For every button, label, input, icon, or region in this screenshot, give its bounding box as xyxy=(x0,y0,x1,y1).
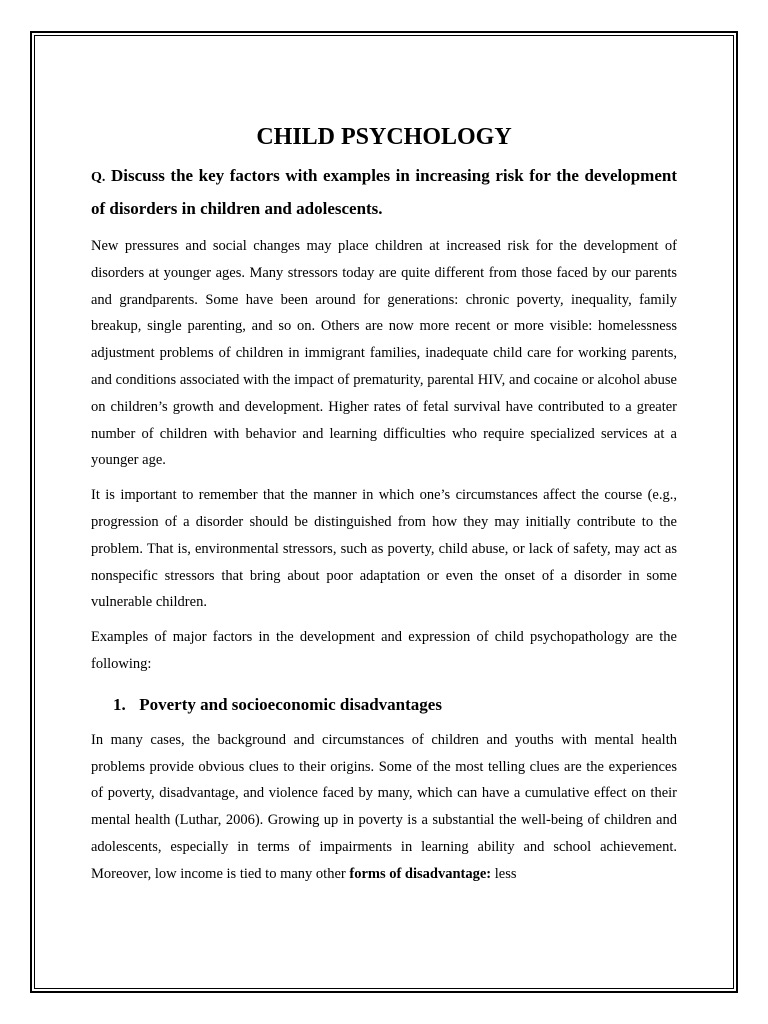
section-number: 1. xyxy=(113,694,126,714)
section-paragraph xyxy=(91,727,677,888)
section-paragraph-bold: forms of disadvantage: xyxy=(349,865,492,882)
paragraph-1: New pressures and social changes may place children at increased risk for the development of disorders at younger ages. Many stressors today are quite different from those faced by our parents and grandparents. Some have been around for generations: chronic poverty, inequality, family breakup, single parenting, and so on. Others are now more recent or more visible: homelessness adjustment problems of children in immigrant families, inadequate child care for working parents, and conditions associated with the impact of prematurity, parental HIV, and cocaine or alcohol abuse on children’s growth and development. Higher rates of fetal survival have contributed to a greater number of children with behavior and learning difficulties who require specialized services at a younger age. xyxy=(91,238,677,469)
section-paragraph-text: In many cases, the background and circumstances of children and youths with mental health problems provide obvious clues to their origins. Some of the most telling clues are the experiences of poverty, disadvantage, and violence faced by many, which can have a cumulative effect on their mental health (Luthar, 2006). Growing up in poverty is a substantial the well-being of children and adolescents, especially in terms of impairments in learning ability and school achievement. Moreover, low income is tied to many other xyxy=(91,731,677,882)
section-paragraph-tail: less xyxy=(491,865,517,882)
question-label: Q. xyxy=(91,170,106,185)
section-heading xyxy=(113,692,677,718)
paragraph-2: It is important to remember that the manner in which one’s circumstances affect the course (e.g., progression of a disorder should be distinguished from how they may initially contribute to the problem. That is, environmental stressors, such as poverty, child abuse, or lack of safety, may act as nonspecific stressors that bring about poor adaptation or even the onset of a disorder in some vulnerable children. xyxy=(91,487,677,611)
document-title: CHILD PSYCHOLOGY xyxy=(256,124,512,150)
document-body xyxy=(91,120,677,896)
section-title: Poverty and socioeconomic disadvantages xyxy=(139,694,442,714)
paragraph-3: Examples of major factors in the development and expression of child psychopathology are the following: xyxy=(91,629,677,672)
question xyxy=(91,160,677,224)
question-text: Discuss the key factors with examples in increasing risk for the development of disorders in children and adolescents. xyxy=(91,166,678,218)
